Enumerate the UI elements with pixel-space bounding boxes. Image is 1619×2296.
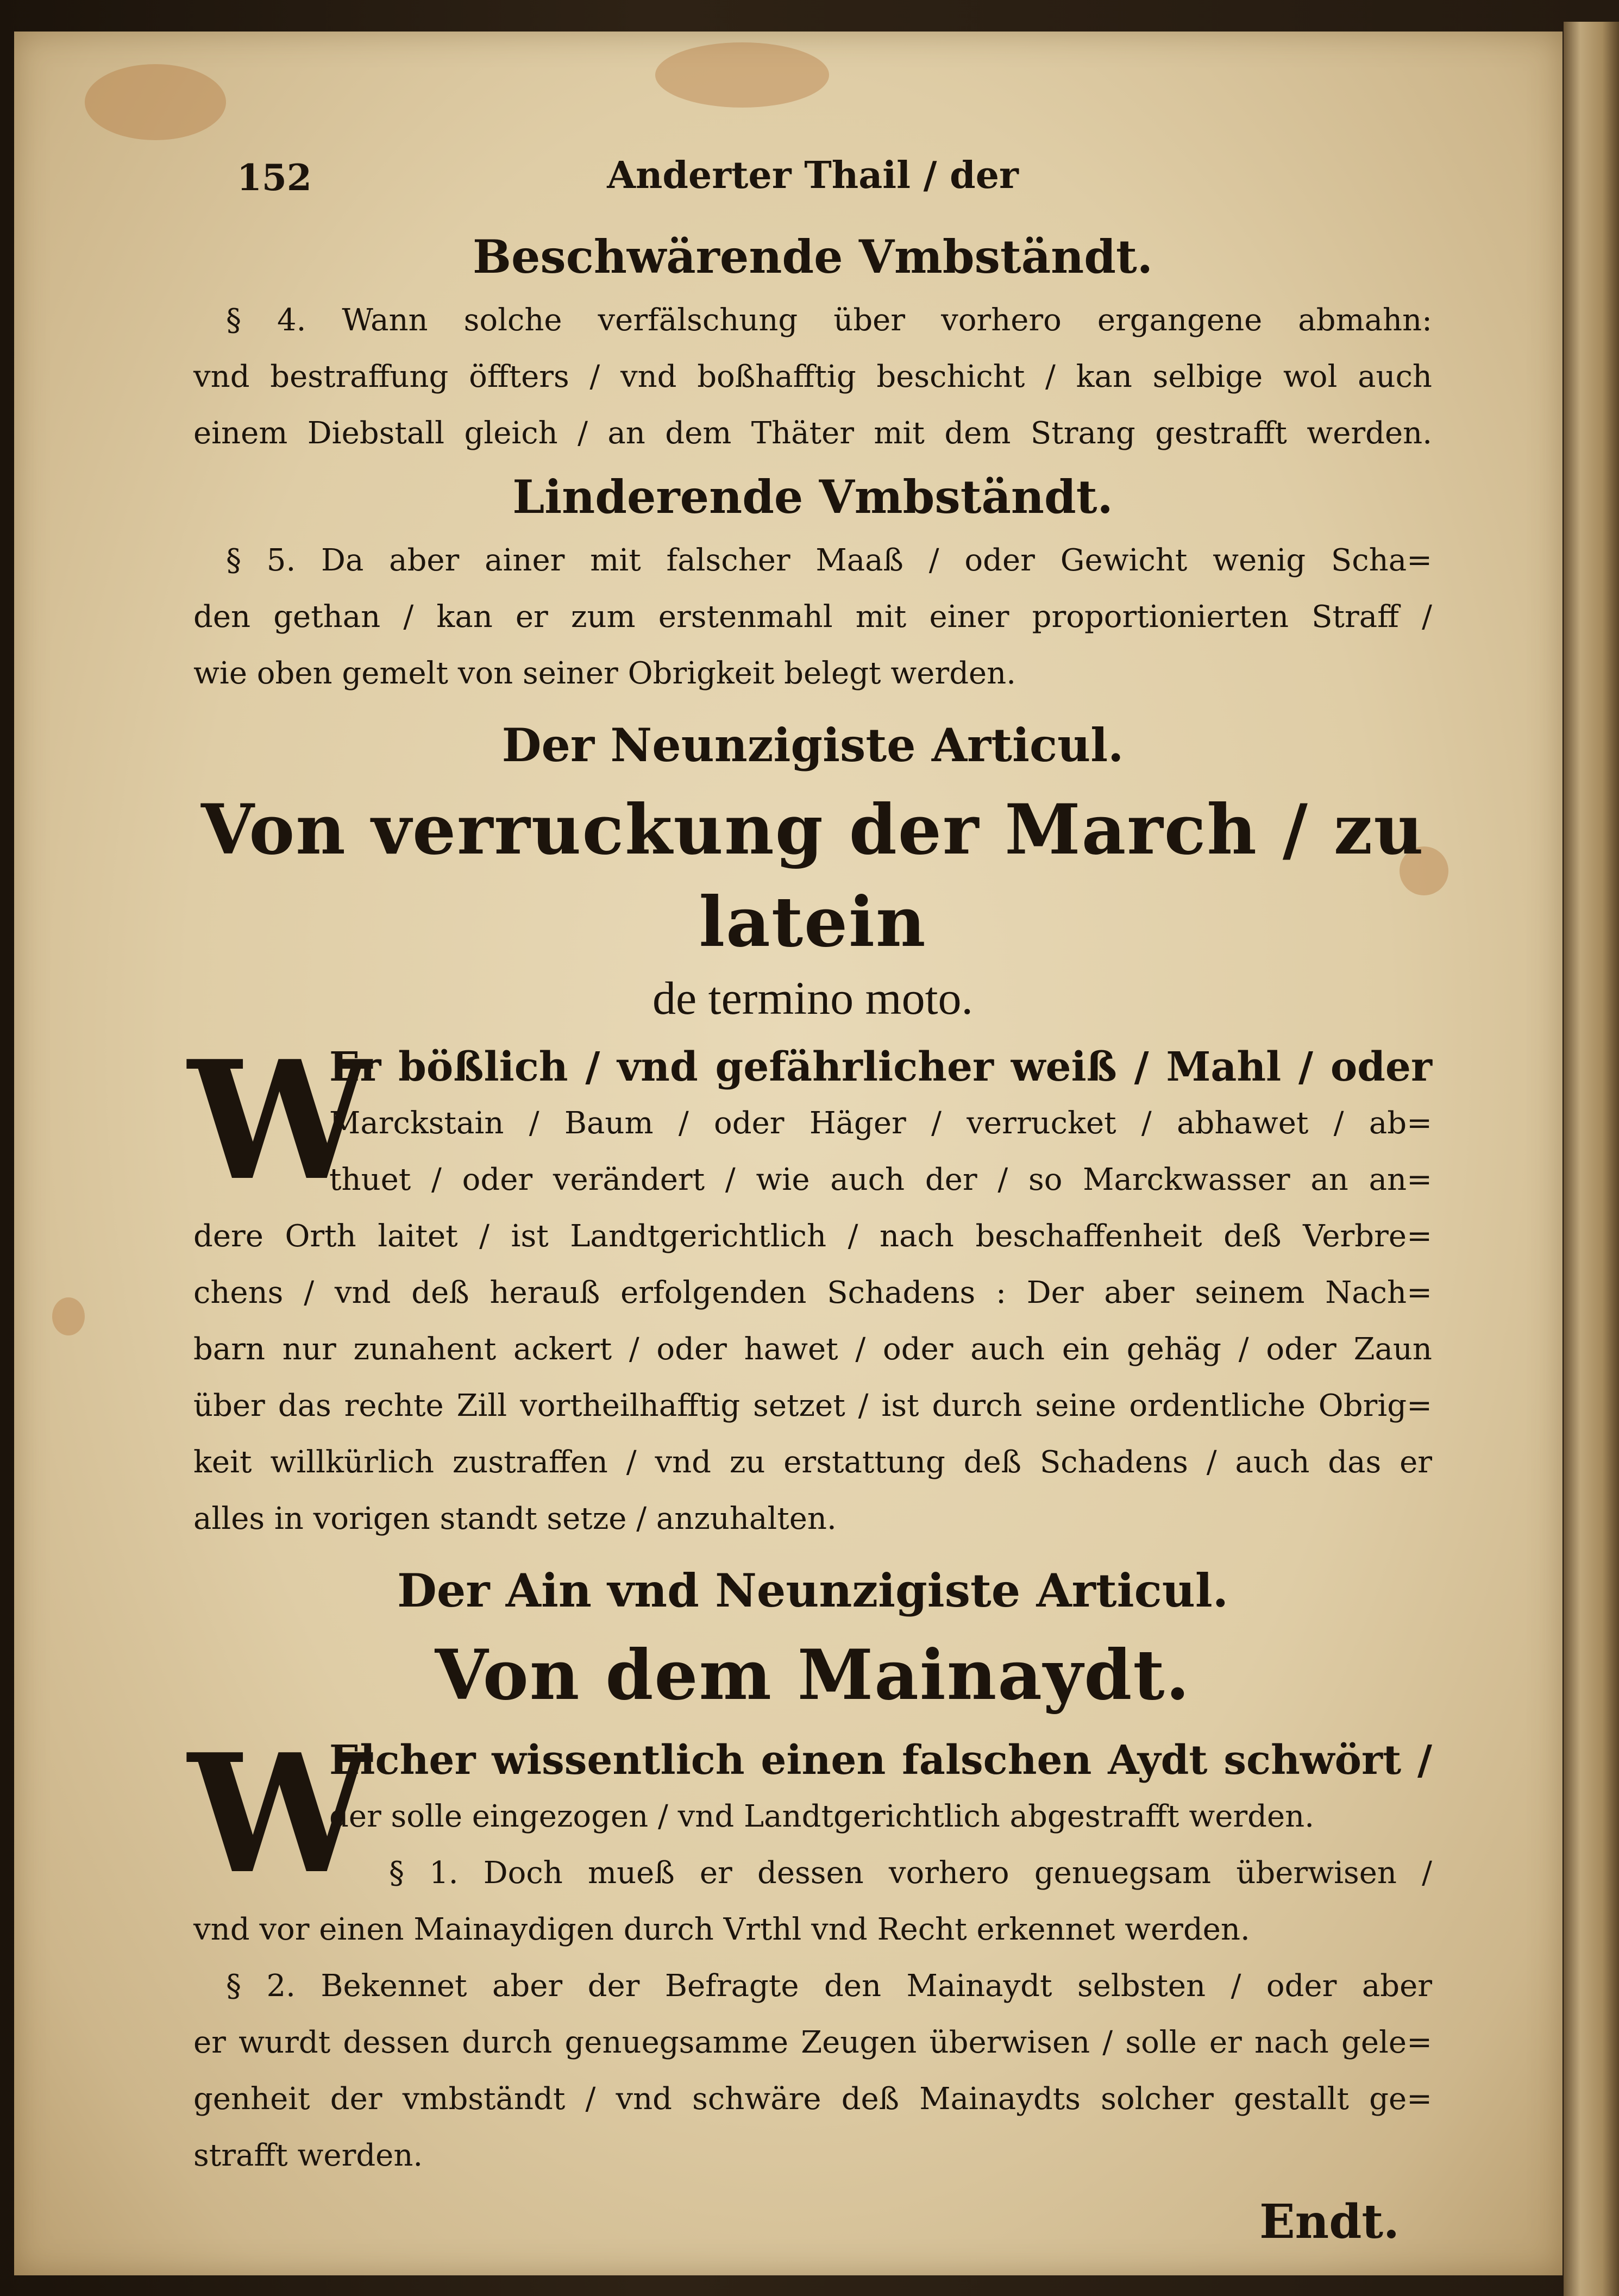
paragraph-line: wie oben gemelt von seiner Obrigkeit belegt werden. [193,656,1016,691]
article-paragraph [188,1718,1432,2184]
article-number-heading: Der Neunzigiste Articul. [501,718,1124,772]
book-page [14,32,1562,2275]
paragraph-line: dere Orth laitet / ist Landtgerichtlich / nach beschaffenheit deß Verbre= [193,1219,1432,1254]
paragraph-line: alles in vorigen standt setze / anzuhalten. [193,1501,837,1536]
paragraph-line: thuet / oder verändert / wie auch der / so Marckwasser an an= [329,1162,1432,1197]
paragraph-line: Marckstain / Baum / oder Häger / verrucket / abhawet / ab= [329,1106,1432,1141]
foxing-stain [85,64,226,140]
article-number-heading: Der Ain vnd Neunzigiste Articul. [397,1564,1228,1617]
paragraph-line: chens / vnd deß herauß erfolgenden Schadens : Der aber seinem Nach= [193,1275,1432,1310]
paragraph-lead-line: Elcher wissentlich einen falschen Aydt schwört / [329,1737,1432,1784]
paragraph-line: vnd vor einen Mainaydigen durch Vrthl vnd Recht erkennet werden. [193,1912,1250,1947]
paragraph-line: genheit der vmbständt / vnd schwäre deß Mainaydts solcher gestallt ge= [193,2081,1432,2117]
paragraph-line: § 2. Bekennet aber der Befragte den Mainaydt selbsten / oder aber [226,1968,1432,2004]
section-heading-mitigating: Linderende Vmbständt. [512,470,1113,524]
page-content [188,146,1432,2255]
running-head: Anderter Thail / der [607,154,1019,197]
article-title: Von verruckung der March / zu latein [201,789,1425,962]
foxing-stain [655,42,829,108]
paragraph-line: barn nur zunahent ackert / oder hawet / oder auch ein gehäg / oder Zaun [193,1332,1432,1367]
section-heading-aggravating: Beschwärende Vmbständt. [472,230,1153,284]
decorative-initial: W [188,1025,371,1216]
paragraph-lead-line: Er bößlich / vnd gefährlicher weiß / Mahl / oder [329,1044,1432,1090]
paragraph-line: § 4. Wann solche verfälschung über vorhero ergangene abmahn: [226,303,1432,338]
paragraph-line: vnd bestraffung öffters / vnd boßhafftig beschicht / kan selbige wol auch [193,359,1432,394]
article-paragraph [188,1025,1432,1547]
decorative-initial: W [188,1718,371,1910]
page-number: 152 [237,156,312,199]
foxing-stain [52,1297,85,1335]
paragraph-line: der solle eingezogen / vnd Landtgerichtlich abgestrafft werden. [329,1799,1315,1834]
paragraph-line: er wurdt dessen durch genuegsamme Zeugen überwisen / solle er nach gele= [193,2025,1432,2060]
paragraph-line: über das rechte Zill vortheilhafftig setzet / ist durch seine ordentliche Obrig= [193,1388,1432,1423]
paragraph-line: einem Diebstall gleich / an dem Thäter mit dem Strang gestrafft werden. [193,416,1432,451]
latin-subtitle: de termino moto. [652,972,973,1024]
page-header [193,146,1432,222]
paragraph-line: keit willkürlich zustraffen / vnd zu erstattung deß Schadens / auch das er [193,1445,1432,1480]
paragraph-line: den gethan / kan er zum erstenmahl mit einer proportionierten Straff / [193,599,1432,635]
paragraph-line: § 5. Da aber ainer mit falscher Maaß / oder Gewicht wenig Scha= [226,543,1432,578]
paragraph-line: § 1. Doch mueß er dessen vorhero genuegsam überwisen / [389,1855,1432,1891]
paragraph-line: strafft werden. [193,2138,423,2173]
adjacent-page-edge [1564,22,1619,2296]
closing-word: Endt. [1259,2194,1400,2249]
article-title: Von dem Mainaydt. [435,1635,1191,1715]
